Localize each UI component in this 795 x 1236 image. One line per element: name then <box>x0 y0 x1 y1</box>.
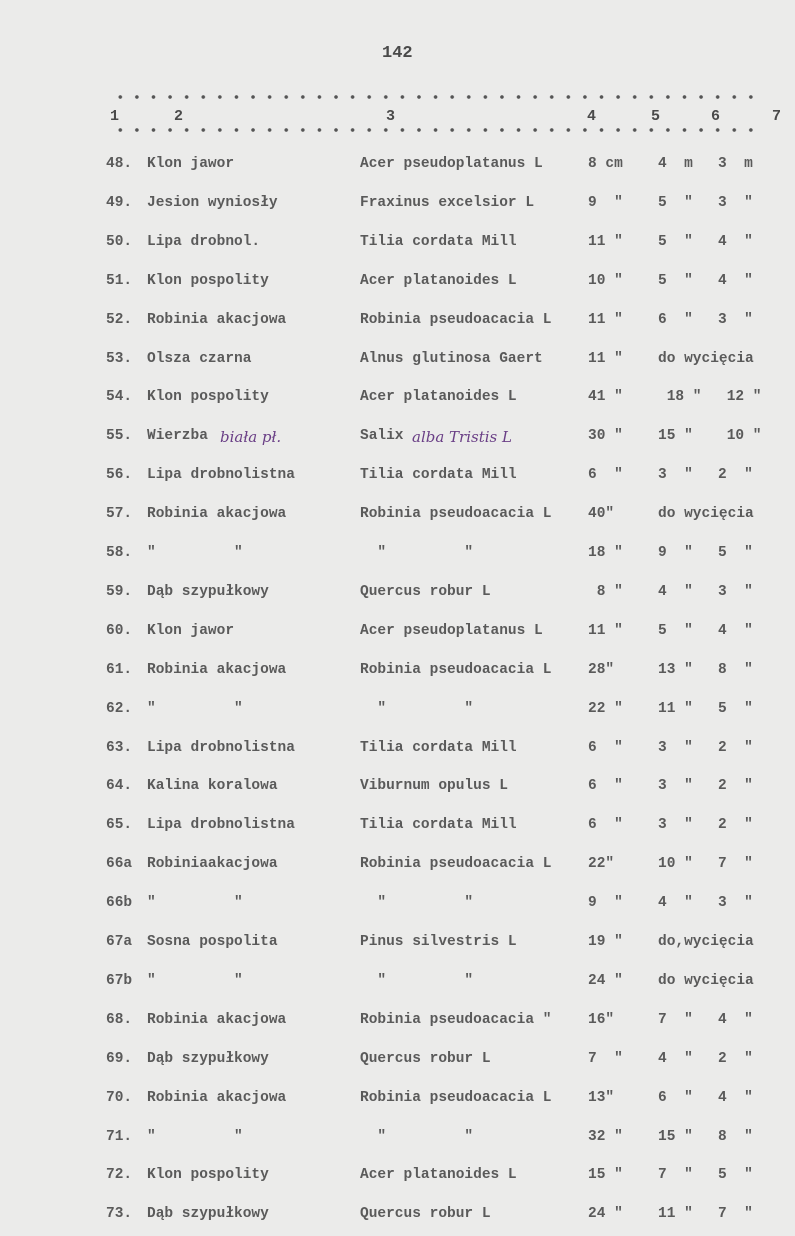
latin-name: " " <box>360 545 474 561</box>
latin-name: Alnus glutinosa Gaert <box>360 350 543 367</box>
column-5-value: do wycięcia <box>658 972 754 989</box>
entry-number: 50. <box>106 233 133 250</box>
entry-number: 70. <box>106 1089 133 1106</box>
entry-number: 55. <box>106 428 133 445</box>
latin-name: Tilia cordata Mill <box>360 739 517 756</box>
latin-name: Acer platanoides L <box>360 389 517 406</box>
table-row <box>0 428 795 458</box>
column-4-value: 11 " <box>588 311 623 328</box>
polish-name: Lipa drobnol. <box>147 233 261 250</box>
column-4-value: 22" <box>588 856 615 873</box>
column-number: 6 <box>711 108 721 125</box>
latin-name: Pinus silvestris L <box>360 934 517 950</box>
column-5-value: 3 " <box>658 467 693 484</box>
table-row <box>0 506 795 536</box>
column-number: 3 <box>386 108 396 125</box>
column-4-value: 24 " <box>588 972 623 989</box>
column-5-value: 11 " <box>658 700 693 717</box>
polish-name: Klon jawor <box>147 156 235 172</box>
column-5-value: 3 " <box>658 739 693 756</box>
polish-name: Sosna pospolita <box>147 934 278 950</box>
column-4-value: 28" <box>588 661 615 678</box>
latin-name: Acer platanoides L <box>360 1167 517 1184</box>
column-6-value: 3 " <box>718 194 753 211</box>
latin-name: Quercus robur L <box>360 1050 491 1067</box>
column-5-value: 18 " <box>658 389 702 406</box>
column-4-value: 32 " <box>588 1128 623 1145</box>
table-row <box>0 273 795 303</box>
latin-name: Viburnum opulus L <box>360 778 508 795</box>
entry-number: 69. <box>106 1050 133 1067</box>
entry-number: 48. <box>106 156 133 172</box>
latin-name: " " <box>360 1128 474 1145</box>
column-5-value: 15 " <box>658 428 693 445</box>
table-row <box>0 195 795 225</box>
column-5-value: 7 " <box>658 1011 693 1028</box>
latin-name: Robinia pseudoacacia L <box>360 311 552 328</box>
table-row <box>0 701 795 731</box>
entry-number: 72. <box>106 1167 133 1184</box>
latin-name: Quercus robur L <box>360 1206 491 1223</box>
entry-number: 73. <box>106 1206 133 1223</box>
column-6-value: 2 " <box>718 739 753 756</box>
entry-number: 67a <box>106 934 133 950</box>
column-6-value: 3 " <box>718 583 753 600</box>
handwritten-name-correction: biała pł. <box>220 428 282 447</box>
column-4-value: 11 " <box>588 622 623 639</box>
table-row <box>0 312 795 342</box>
polish-name: Robinia akacjowa <box>147 311 287 328</box>
latin-name: Robinia pseudoacacia " <box>360 1011 552 1028</box>
latin-name: Fraxinus excelsior L <box>360 194 535 211</box>
table-row <box>0 234 795 264</box>
table-row <box>0 1167 795 1197</box>
handwritten-latin-correction: alba Tristis L <box>412 428 512 447</box>
column-6-value: 2 " <box>718 778 753 795</box>
table-row <box>0 1051 795 1081</box>
table-row <box>0 856 795 886</box>
table-row <box>0 1206 795 1236</box>
column-5-value: do,wycięcia <box>658 934 754 950</box>
polish-name: Dąb szypułkowy <box>147 583 269 600</box>
column-5-value: 6 " <box>658 1089 693 1106</box>
entry-number: 56. <box>106 467 133 484</box>
column-6-value: 8 " <box>718 661 753 678</box>
polish-name: " " <box>147 895 243 912</box>
column-5-value: 11 " <box>658 1206 693 1223</box>
column-4-value: 11 " <box>588 233 623 250</box>
column-6-value: 8 " <box>718 1128 753 1145</box>
polish-name: Olsza czarna <box>147 350 252 367</box>
column-6-value: 2 " <box>718 1050 753 1067</box>
entry-number: 62. <box>106 700 133 717</box>
column-number: 4 <box>587 108 597 125</box>
polish-name: " " <box>147 545 243 561</box>
latin-name: " " <box>360 895 474 912</box>
column-5-value: 4 " <box>658 895 693 912</box>
table-row <box>0 351 795 381</box>
entry-number: 54. <box>106 389 133 406</box>
latin-name: Quercus robur L <box>360 583 491 600</box>
column-5-value: 5 " <box>658 622 693 639</box>
entry-number: 68. <box>106 1011 133 1028</box>
column-4-value: 15 " <box>588 1167 623 1184</box>
column-6-value: 12 " <box>718 389 762 406</box>
polish-name: " " <box>147 700 243 717</box>
entry-number: 66b <box>106 895 133 912</box>
column-5-value: 9 " <box>658 545 693 561</box>
column-5-value: 10 " <box>658 856 693 873</box>
table-row <box>0 895 795 925</box>
latin-name: Robinia pseudoacacia L <box>360 506 552 523</box>
column-4-value: 10 " <box>588 272 623 289</box>
latin-name: Acer pseudoplatanus L <box>360 622 543 639</box>
column-4-value: 24 " <box>588 1206 623 1223</box>
latin-name: Acer platanoides L <box>360 272 517 289</box>
column-6-value: 4 " <box>718 272 753 289</box>
polish-name: Dąb szypułkowy <box>147 1206 269 1223</box>
column-number: 5 <box>651 108 661 125</box>
latin-name: " " <box>360 700 474 717</box>
column-6-value: 3 " <box>718 895 753 912</box>
column-6-value: 3 m <box>718 156 753 172</box>
entry-number: 64. <box>106 778 133 795</box>
table-row <box>0 156 795 186</box>
column-5-value: 4 " <box>658 1050 693 1067</box>
entry-number: 60. <box>106 622 133 639</box>
column-4-value: 6 " <box>588 778 623 795</box>
column-4-value: 40" <box>588 506 615 523</box>
table-row <box>0 778 795 808</box>
column-4-value: 8 cm <box>588 156 623 172</box>
column-number: 2 <box>174 108 184 125</box>
entry-number: 49. <box>106 194 133 211</box>
column-6-value: 4 " <box>718 622 753 639</box>
column-5-value: 3 " <box>658 817 693 834</box>
column-6-value: 2 " <box>718 817 753 834</box>
polish-name: Robinia akacjowa <box>147 506 287 523</box>
entry-number: 51. <box>106 272 133 289</box>
entry-number: 65. <box>106 817 133 834</box>
column-5-value: 6 " <box>658 311 693 328</box>
column-5-value: 4 m <box>658 156 693 172</box>
table-row <box>0 1129 795 1159</box>
column-5-value: 5 " <box>658 233 693 250</box>
column-number: 7 <box>772 108 782 125</box>
polish-name: Lipa drobnolistna <box>147 739 295 756</box>
column-5-value: do wycięcia <box>658 506 754 523</box>
polish-name: " " <box>147 1128 243 1145</box>
column-6-value: 2 " <box>718 467 753 484</box>
polish-name: Robiniaakacjowa <box>147 856 278 873</box>
table-row <box>0 934 795 964</box>
dotted-rule-bottom <box>112 128 762 132</box>
latin-name: Robinia pseudoacacia L <box>360 1089 552 1106</box>
column-4-value: 22 " <box>588 700 623 717</box>
polish-name: Klon pospolity <box>147 389 269 406</box>
column-6-value: 3 " <box>718 311 753 328</box>
entry-number: 57. <box>106 506 133 523</box>
polish-name: Jesion wyniosły <box>147 194 278 211</box>
table-row <box>0 1090 795 1120</box>
column-4-value: 13" <box>588 1089 615 1106</box>
entry-number: 67b <box>106 972 133 989</box>
column-4-value: 9 " <box>588 194 623 211</box>
column-4-value: 18 " <box>588 545 623 561</box>
column-4-value: 6 " <box>588 467 623 484</box>
column-4-value: 8 " <box>588 583 623 600</box>
table-row <box>0 584 795 614</box>
column-6-value: 10 " <box>718 428 762 445</box>
column-5-value: 5 " <box>658 194 693 211</box>
column-5-value: 5 " <box>658 272 693 289</box>
polish-name: Klon pospolity <box>147 272 269 289</box>
latin-name: Tilia cordata Mill <box>360 817 517 834</box>
column-5-value: 4 " <box>658 583 693 600</box>
entry-number: 66a <box>106 856 133 873</box>
column-5-value: 13 " <box>658 661 693 678</box>
entry-number: 71. <box>106 1128 133 1145</box>
table-row <box>0 973 795 1003</box>
column-4-value: 6 " <box>588 739 623 756</box>
table-row <box>0 817 795 847</box>
polish-name: Robinia akacjowa <box>147 1089 287 1106</box>
latin-name: " " <box>360 972 474 989</box>
dotted-rule-top <box>112 95 762 99</box>
column-6-value: 7 " <box>718 1206 753 1223</box>
table-row <box>0 1012 795 1042</box>
latin-name: Robinia pseudoacacia L <box>360 661 552 678</box>
polish-name: Klon jawor <box>147 622 235 639</box>
column-6-value: 7 " <box>718 856 753 873</box>
column-6-value: 5 " <box>718 1167 753 1184</box>
polish-name: " " <box>147 972 243 989</box>
polish-name: Lipa drobnolistna <box>147 467 295 484</box>
polish-name: Wierzba <box>147 428 208 445</box>
entry-number: 63. <box>106 739 133 756</box>
entry-number: 52. <box>106 311 133 328</box>
column-4-value: 16" <box>588 1011 615 1028</box>
column-4-value: 41 " <box>588 389 623 406</box>
latin-name: Robinia pseudoacacia L <box>360 856 552 873</box>
column-4-value: 11 " <box>588 350 623 367</box>
column-number: 1 <box>110 108 120 125</box>
column-6-value: 5 " <box>718 700 753 717</box>
latin-name: Acer pseudoplatanus L <box>360 156 543 172</box>
column-4-value: 6 " <box>588 817 623 834</box>
table-row <box>0 740 795 770</box>
column-4-value: 7 " <box>588 1050 623 1067</box>
column-6-value: 4 " <box>718 1011 753 1028</box>
latin-name: Tilia cordata Mill <box>360 233 517 250</box>
polish-name: Kalina koralowa <box>147 778 278 795</box>
column-6-value: 4 " <box>718 1089 753 1106</box>
latin-name: Tilia cordata Mill <box>360 467 517 484</box>
column-4-value: 30 " <box>588 428 623 445</box>
entry-number: 53. <box>106 350 133 367</box>
column-4-value: 9 " <box>588 895 623 912</box>
column-5-value: 15 " <box>658 1128 693 1145</box>
table-row <box>0 467 795 497</box>
table-row <box>0 623 795 653</box>
polish-name: Robinia akacjowa <box>147 1011 287 1028</box>
polish-name: Lipa drobnolistna <box>147 817 295 834</box>
column-6-value: 4 " <box>718 233 753 250</box>
polish-name: Robinia akacjowa <box>147 661 287 678</box>
column-5-value: do wycięcia <box>658 350 754 367</box>
entry-number: 58. <box>106 545 133 561</box>
entry-number: 59. <box>106 583 133 600</box>
column-6-value: 5 " <box>718 545 753 561</box>
page-number: 142 <box>382 44 413 63</box>
column-4-value: 19 " <box>588 934 623 950</box>
latin-name: Salix <box>360 428 404 445</box>
entry-number: 61. <box>106 661 133 678</box>
table-row <box>0 662 795 692</box>
table-row <box>0 545 795 575</box>
table-row <box>0 389 795 419</box>
column-5-value: 7 " <box>658 1167 693 1184</box>
column-5-value: 3 " <box>658 778 693 795</box>
polish-name: Klon pospolity <box>147 1167 269 1184</box>
polish-name: Dąb szypułkowy <box>147 1050 269 1067</box>
